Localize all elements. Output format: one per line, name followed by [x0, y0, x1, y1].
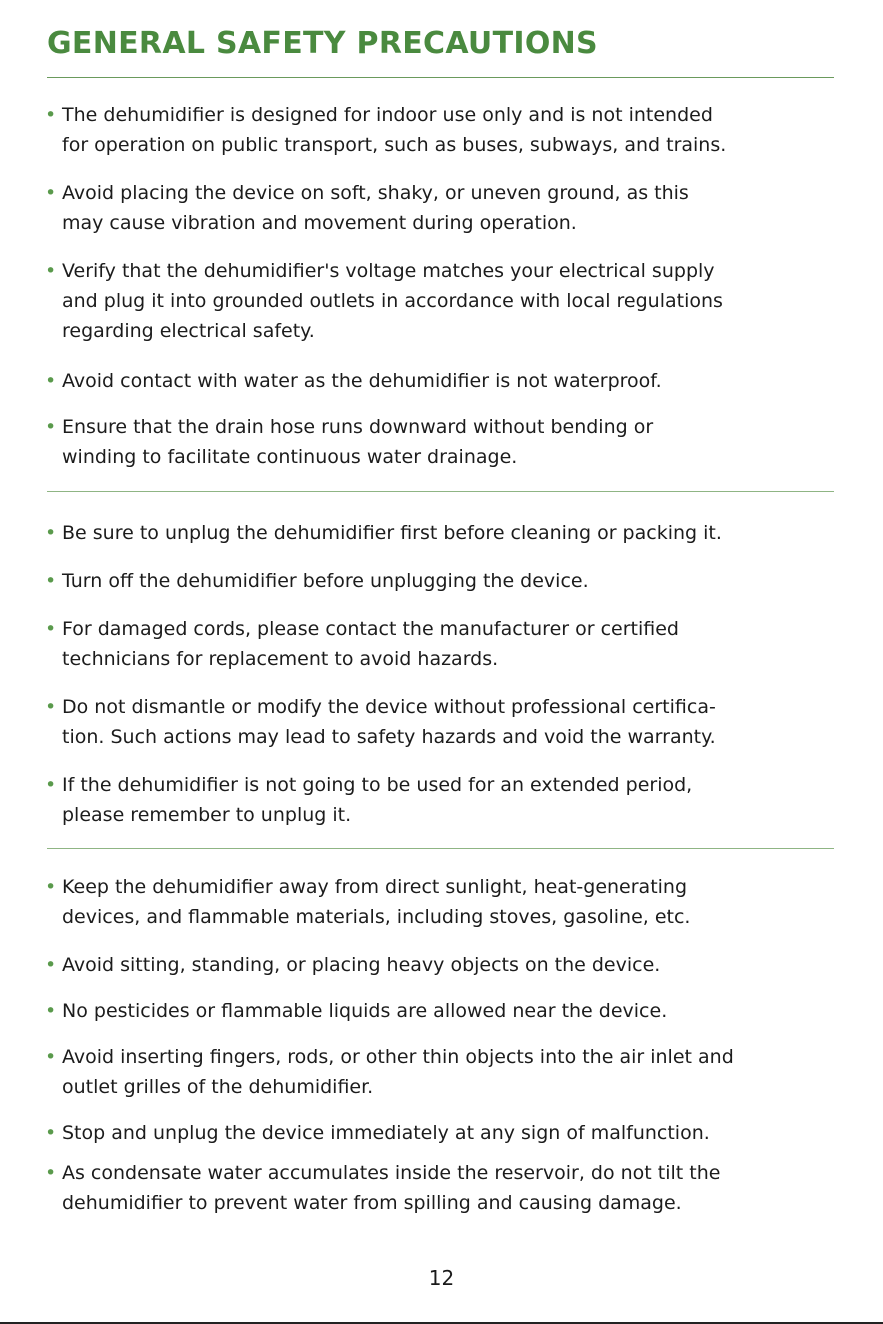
- precaution-item: [45, 1158, 852, 1218]
- precaution-item: [45, 1042, 852, 1102]
- precaution-item: [45, 178, 852, 238]
- precaution-item: [45, 614, 852, 674]
- precaution-item: [45, 770, 852, 830]
- precaution-text-line: Verify that the dehumidifier's voltage matches your electrical supply: [62, 260, 715, 282]
- bullet-icon: •: [45, 416, 57, 438]
- bullet-icon: •: [45, 774, 57, 796]
- precaution-item: [45, 996, 852, 1026]
- title-divider: [47, 77, 834, 78]
- precaution-text-line: tion. Such actions may lead to safety hazards and void the warranty.: [62, 726, 716, 748]
- bullet-icon: •: [45, 954, 57, 976]
- precaution-text-line: For damaged cords, please contact the manufacturer or certified: [62, 618, 679, 640]
- bullet-icon: •: [45, 1122, 57, 1144]
- precaution-text-line: If the dehumidifier is not going to be used for an extended period,: [62, 774, 693, 796]
- bullet-icon: •: [45, 1000, 57, 1022]
- precaution-item: [45, 256, 852, 346]
- precaution-item: [45, 1118, 852, 1148]
- precaution-text-line: Avoid contact with water as the dehumidifier is not waterproof.: [62, 370, 662, 392]
- bullet-icon: •: [45, 260, 57, 282]
- precaution-item: [45, 518, 852, 548]
- precaution-item: [45, 366, 852, 396]
- precaution-text-line: Keep the dehumidifier away from direct sunlight, heat-generating: [62, 876, 688, 898]
- precaution-text-line: Avoid placing the device on soft, shaky, or uneven ground, as this: [62, 182, 689, 204]
- precaution-item: [45, 950, 852, 980]
- precaution-text-line: dehumidifier to prevent water from spilling and causing damage.: [62, 1192, 682, 1214]
- precaution-text-line: regarding electrical safety.: [62, 320, 315, 342]
- precaution-text-line: Turn off the dehumidifier before unplugging the device.: [62, 570, 589, 592]
- precaution-text-line: Stop and unplug the device immediately at any sign of malfunction.: [62, 1122, 710, 1144]
- precaution-text-line: No pesticides or flammable liquids are allowed near the device.: [62, 1000, 668, 1022]
- precaution-text-line: The dehumidifier is designed for indoor use only and is not intended: [62, 104, 713, 126]
- precaution-text-line: devices, and flammable materials, including stoves, gasoline, etc.: [62, 906, 691, 928]
- precaution-item: [45, 692, 852, 752]
- page-title: GENERAL SAFETY PRECAUTIONS: [47, 26, 598, 61]
- precaution-item: [45, 412, 852, 472]
- bullet-icon: •: [45, 618, 57, 640]
- section-divider: [47, 848, 834, 849]
- precaution-item: [45, 566, 852, 596]
- bullet-icon: •: [45, 182, 57, 204]
- bullet-icon: •: [45, 1046, 57, 1068]
- precaution-text-line: and plug it into grounded outlets in accordance with local regulations: [62, 290, 723, 312]
- precaution-text-line: As condensate water accumulates inside the reservoir, do not tilt the: [62, 1162, 721, 1184]
- precaution-item: [45, 100, 852, 160]
- precaution-text-line: winding to facilitate continuous water drainage.: [62, 446, 518, 468]
- bullet-icon: •: [45, 522, 57, 544]
- precaution-text-line: Do not dismantle or modify the device without professional certifica-: [62, 696, 716, 718]
- precaution-text-line: Avoid sitting, standing, or placing heavy objects on the device.: [62, 954, 661, 976]
- bullet-icon: •: [45, 104, 57, 126]
- precaution-text-line: for operation on public transport, such as buses, subways, and trains.: [62, 134, 727, 156]
- bullet-icon: •: [45, 370, 57, 392]
- precaution-text-line: technicians for replacement to avoid hazards.: [62, 648, 499, 670]
- bullet-icon: •: [45, 1162, 57, 1184]
- bullet-icon: •: [45, 696, 57, 718]
- precaution-item: [45, 872, 852, 932]
- precaution-text-line: may cause vibration and movement during operation.: [62, 212, 577, 234]
- section-divider: [47, 491, 834, 492]
- bullet-icon: •: [45, 570, 57, 592]
- precaution-text-line: Ensure that the drain hose runs downward without bending or: [62, 416, 654, 438]
- precaution-text-line: outlet grilles of the dehumidifier.: [62, 1076, 374, 1098]
- bullet-icon: •: [45, 876, 57, 898]
- precaution-text-line: Avoid inserting fingers, rods, or other thin objects into the air inlet and: [62, 1046, 734, 1068]
- page-number: 12: [428, 1266, 455, 1290]
- precaution-text-line: Be sure to unplug the dehumidifier first before cleaning or packing it.: [62, 522, 722, 544]
- precaution-text-line: please remember to unplug it.: [62, 804, 352, 826]
